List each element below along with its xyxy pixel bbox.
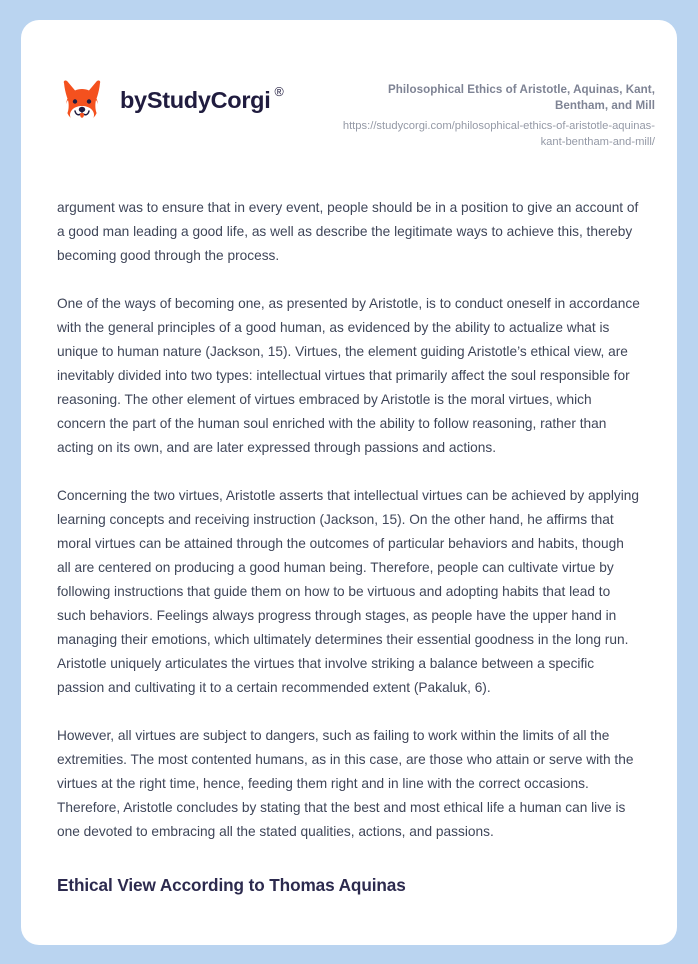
corgi-head-icon: [57, 76, 107, 126]
registered-trademark-icon: ®: [274, 85, 284, 100]
document-page-card: [21, 20, 677, 945]
brand-prefix: by: [120, 87, 147, 114]
section-heading: Ethical View According to Thomas Aquinas: [57, 874, 406, 895]
document-url[interactable]: https://studycorgi.com/philosophical-ethics-of-aristotle-aquinas-kant-bentham-and-mill/: [342, 119, 655, 148]
paragraph: Concerning the two virtues, Aristotle asserts that intellectual virtues can be achieved by applying learning concepts and receiving instruction (Jackson, 15). On the other hand, he affirms that moral virtues can be attained through the outcomes of particular behaviors and habits, though all are centered on producing a good human being. Therefore, people can cultivate virtue by following instructions that guide them on how to be virtuous and adopting habits that lead to such behaviors. Feelings always progress through stages, as people have the upper hand in managing their emotions, which ultimately determines their essential goodness in the long run. Aristotle uniquely articulates the virtues that involve striking a balance between a specific passion and cultivating it to a certain recommended extent (Pakaluk, 6).: [57, 487, 640, 695]
header-meta: [335, 68, 655, 151]
paragraph: However, all virtues are subject to dangers, such as failing to work within the limits of all the extremities. The most contented humans, as in this case, are those who attain or serve with the virtues at the right time, hence, feeding them right and in line with the correct occasions. Therefore, Aristotle concludes by stating that the best and most ethical life a human can live is one devoted to embracing all the stated qualities, actions, and passions.: [57, 727, 634, 839]
brand-name: StudyCorgi: [146, 87, 271, 114]
document-title: Philosophical Ethics of Aristotle, Aquinas, Kant, Bentham, and Mill: [388, 83, 655, 113]
paragraph: One of the ways of becoming one, as presented by Aristotle, is to conduct oneself in accordance with the general principles of a good human, as evidenced by the ability to actualize what is unique to human nature (Jackson, 15). Virtues, the element guiding Aristotle’s ethical view, are inevitably divided into two types: intellectual virtues that primarily affect the soul responsible for reasoning. The other element of virtues embraced by Aristotle is the moral virtues, which concern the part of the human soul enriched with the ability to follow reasoning, rather than acting on its own, and are later expressed through passions and actions.: [57, 295, 640, 455]
paragraph: argument was to ensure that in every event, people should be in a position to give an account of a good man leading a good life, as well as describe the legitimate ways to achieve this, thereby becoming good through the process.: [57, 199, 639, 263]
brand-wordmark: [120, 85, 284, 114]
document-body: [21, 196, 677, 896]
brand-logo-block: [57, 68, 284, 126]
document-header: [21, 20, 677, 151]
